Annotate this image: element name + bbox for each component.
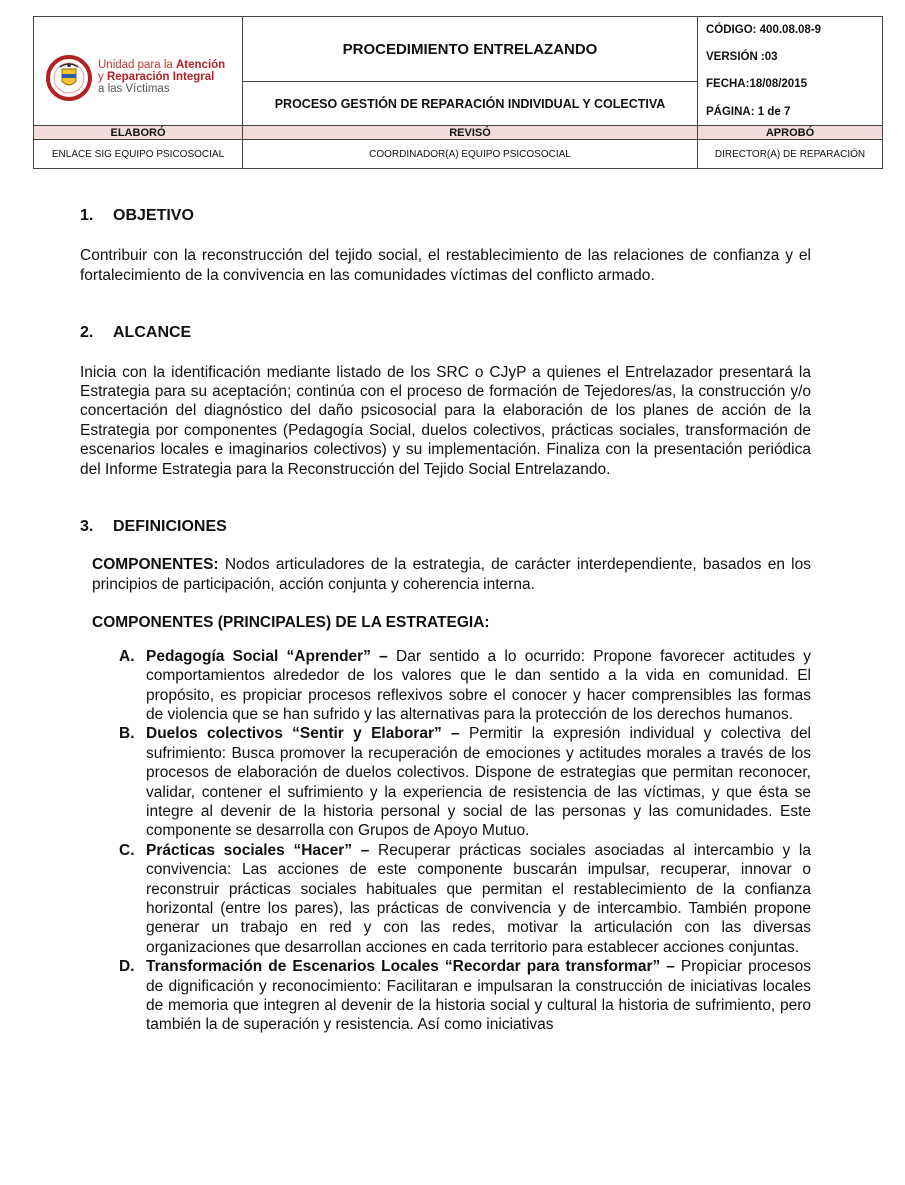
logo-wordmark: Unidad para la Atención y Reparación Integral a las Víctimas (98, 59, 226, 95)
logo-cell (33, 16, 243, 126)
definition-componentes: COMPONENTES: Nodos articuladores de la estrategia, de carácter interdependiente, basados en los principios de participación, acción conjunta y coherencia interna. (92, 556, 811, 593)
document-title: PROCEDIMIENTO ENTRELAZANDO (242, 16, 698, 82)
list-item: A. Pedagogía Social “Aprender” – Dar sentido a lo ocurrido: Propone favorecer actitudes y comportamientos alrededor de los valores que le dan sentido a la vida en comunidad. El propósito, es propiciar procesos reflexivos sobre el conocer y hacer comprensibles las formas de violencia que se han sufrido y las alternativas para la protección de los derechos humanos. (119, 647, 811, 723)
reviso-label: REVISÓ (242, 125, 698, 140)
document-metadata (697, 16, 883, 126)
section-heading-definiciones: 3. DEFINICIONES (80, 518, 227, 536)
document-code: CÓDIGO: 400.08.08-9 (706, 24, 822, 36)
document-header (33, 16, 883, 169)
section-heading-objetivo: 1. OBJETIVO (80, 207, 194, 224)
alcance-text: Inicia con la identificación mediante listado de los SRC o CJyP a quienes el Entrelazador presentará la Estrategia para su aceptación; continúa con el proceso de formación de Tejedores/as, la construcción y/o concertación del diagnóstico del daño psicosocial para la elaboración de los planes de acción de la Estrategia por componentes (Pedagogía Social, duelos colectivos, prácticas sociales, transformación de escenarios locales e imaginarios colectivos) y su implementación. Finaliza con la presentación periódica del Informe Estrategia para la Reconstrucción del Tejido Social Entrelazando. (80, 363, 811, 478)
list-item: C. Prácticas sociales “Hacer” – Recuperar prácticas sociales asociadas al intercambio y la convivencia: Las acciones de este componente buscarán impulsar, recuperar, innovar o reconstruir prácticas sociales habituales que permitan el restablecimiento de la confianza horizontal (entre los pares), las prácticas de convivencia y de intercambio. También propone generar un trabajo en red y con las redes, motivar la articulación con las diversas organizaciones que desarrollan acciones en cada territorio para establecer acciones conjuntas. (119, 841, 811, 956)
list-item: B. Duelos colectivos “Sentir y Elaborar” – Permitir la expresión individual y colectiva del sufrimiento: Busca promover la recuperación de emociones y actitudes morales a través de los procesos de elaboración de duelos colectivos. Dispone de estrategias que permitan reconocer, validar, contener el sufrimiento y la experiencia de resistencia de las víctimas, y que ésta se integre al devenir de la historia personal y social de las personas y las comunidades. Este componente se desarrolla con Grupos de Apoyo Mutuo. (119, 725, 812, 840)
colombia-coat-of-arms-icon (46, 55, 92, 101)
elaboro-label: ELABORÓ (33, 125, 243, 140)
document-date: FECHA:18/08/2015 (706, 78, 807, 90)
list-item: D. Transformación de Escenarios Locales “Recordar para transformar” – Propiciar procesos de dignificación y reconocimiento: Facilitaran e impulsaran la construcción de iniciativas locales de memoria que integren al devenir de la historia social y cultural la historia de sufrimiento, pero también la de superación y resistencia. Así como iniciativas (119, 958, 811, 1034)
institution-logo (46, 55, 236, 101)
section-heading-alcance: 2. ALCANCE (80, 324, 192, 342)
aprobo-label: APROBÓ (697, 125, 883, 140)
components-list (80, 647, 811, 1035)
objetivo-text: Contribuir con la reconstrucción del tejido social, el restablecimiento de las relaciones de confianza y el fortalecimiento de la convivencia en las comunidades víctimas del conflicto armado. (80, 247, 811, 284)
page-number: PÁGINA: 1 de 7 (706, 106, 791, 118)
document-version: VERSIÓN :03 (706, 51, 778, 63)
aprobo-value: DIRECTOR(A) DE REPARACIÓN (697, 139, 883, 169)
process-name: PROCESO GESTIÓN DE REPARACIÓN INDIVIDUAL Y COLECTIVA (242, 81, 698, 126)
elaboro-value: ENLACE SIG EQUIPO PSICOSOCIAL (33, 139, 243, 169)
componentes-heading: COMPONENTES (PRINCIPALES) DE LA ESTRATEGIA: (92, 614, 490, 632)
reviso-value: COORDINADOR(A) EQUIPO PSICOSOCIAL (242, 139, 698, 169)
document-body (80, 206, 811, 1035)
